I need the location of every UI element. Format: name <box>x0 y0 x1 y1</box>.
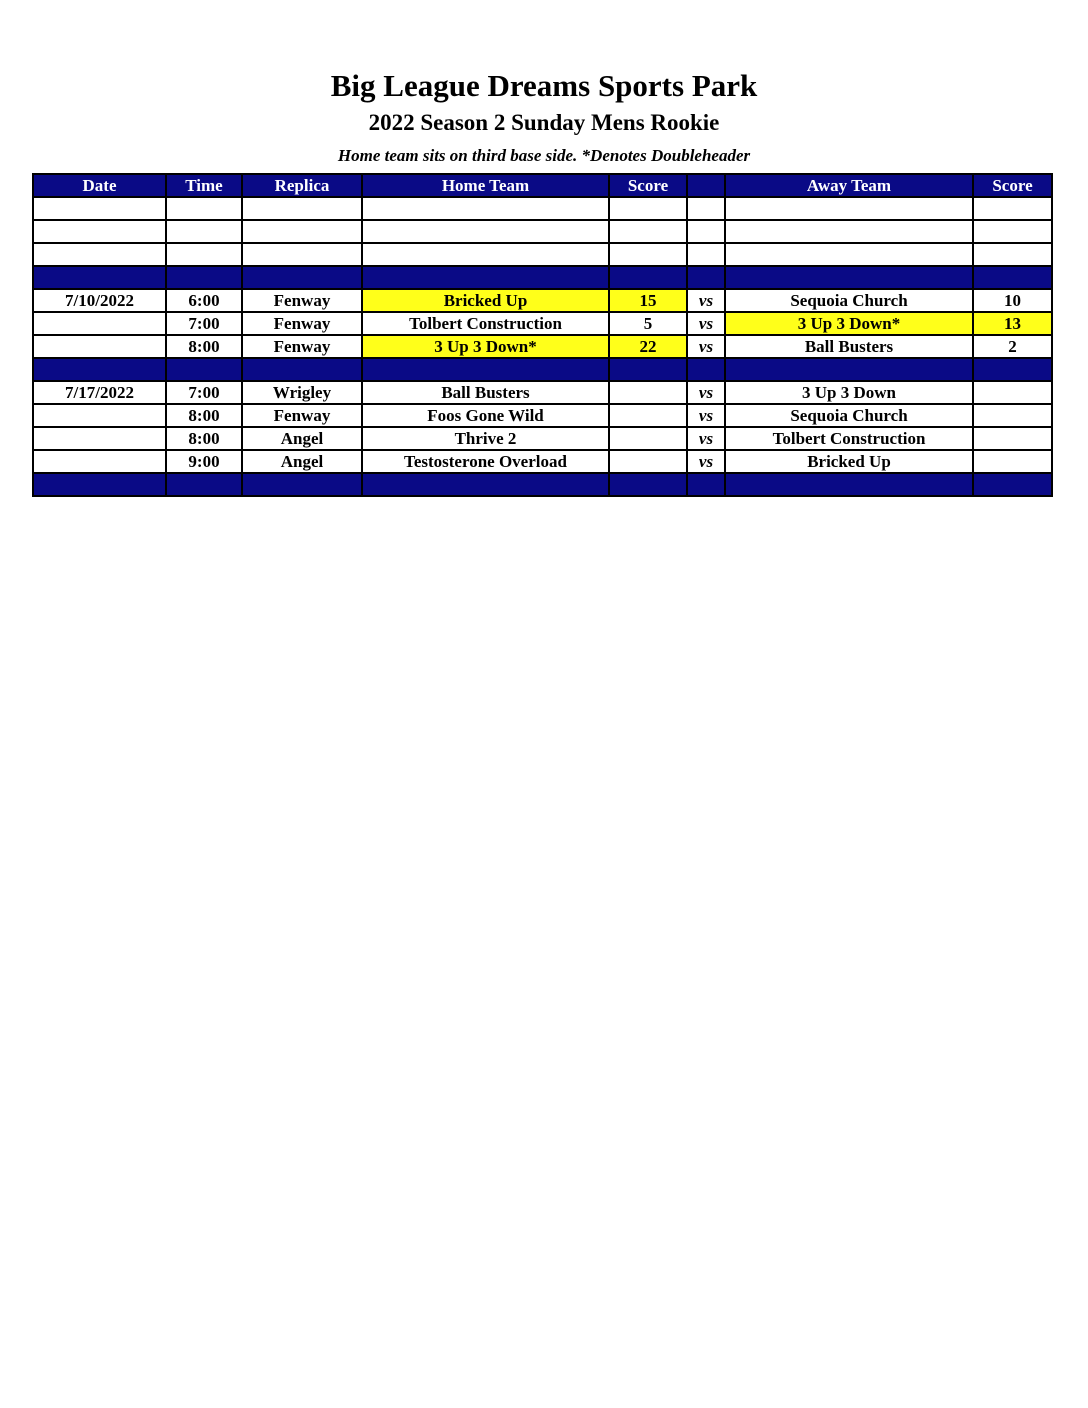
time-cell <box>166 358 242 381</box>
replica-cell <box>242 473 362 496</box>
col-header-replica: Replica <box>242 174 362 197</box>
home-score-cell: 22 <box>609 335 687 358</box>
col-header-time: Time <box>166 174 242 197</box>
away-team-cell: Ball Busters <box>725 335 973 358</box>
time-cell: 6:00 <box>166 289 242 312</box>
away-team-cell <box>725 473 973 496</box>
blank-row <box>33 220 1052 243</box>
away-team-cell: Bricked Up <box>725 450 973 473</box>
home-score-cell <box>609 358 687 381</box>
game-row <box>33 312 1052 335</box>
game-row <box>33 427 1052 450</box>
away-score-cell <box>973 381 1052 404</box>
blank-row <box>33 197 1052 220</box>
replica-cell: Angel <box>242 450 362 473</box>
home-team-cell: Testosterone Overload <box>362 450 609 473</box>
home-team-cell: Foos Gone Wild <box>362 404 609 427</box>
away-score-cell <box>973 358 1052 381</box>
away-score-cell <box>973 404 1052 427</box>
time-cell <box>166 473 242 496</box>
away-team-cell: Sequoia Church <box>725 289 973 312</box>
page-title: Big League Dreams Sports Park <box>330 68 758 103</box>
date-cell <box>33 266 166 289</box>
game-row <box>33 335 1052 358</box>
replica-cell <box>242 220 362 243</box>
away-score-cell <box>973 473 1052 496</box>
separator-row <box>33 266 1052 289</box>
col-header-date: Date <box>33 174 166 197</box>
date-cell <box>33 404 166 427</box>
away-score-cell <box>973 220 1052 243</box>
home-team-cell <box>362 197 609 220</box>
time-cell <box>166 197 242 220</box>
away-team-cell: 3 Up 3 Down* <box>725 312 973 335</box>
replica-cell <box>242 243 362 266</box>
home-score-cell <box>609 381 687 404</box>
home-score-cell <box>609 243 687 266</box>
home-team-cell: Thrive 2 <box>362 427 609 450</box>
date-cell <box>33 450 166 473</box>
away-score-cell <box>973 266 1052 289</box>
vs-cell <box>687 473 725 496</box>
replica-cell: Wrigley <box>242 381 362 404</box>
replica-cell <box>242 266 362 289</box>
col-header-away-score: Score <box>973 174 1052 197</box>
vs-cell: vs <box>687 381 725 404</box>
replica-cell: Fenway <box>242 312 362 335</box>
home-score-cell <box>609 404 687 427</box>
home-score-cell: 5 <box>609 312 687 335</box>
home-score-cell <box>609 473 687 496</box>
col-header-vs <box>687 174 725 197</box>
home-score-cell <box>609 220 687 243</box>
away-score-cell <box>973 427 1052 450</box>
game-row <box>33 450 1052 473</box>
away-score-cell <box>973 243 1052 266</box>
vs-cell: vs <box>687 312 725 335</box>
game-row <box>33 404 1052 427</box>
date-cell <box>33 197 166 220</box>
home-team-cell: Bricked Up <box>362 289 609 312</box>
vs-cell: vs <box>687 450 725 473</box>
vs-cell <box>687 266 725 289</box>
home-team-cell <box>362 220 609 243</box>
schedule-body <box>33 197 1052 496</box>
away-team-cell: 3 Up 3 Down <box>725 381 973 404</box>
away-score-cell: 2 <box>973 335 1052 358</box>
date-cell <box>33 243 166 266</box>
replica-cell: Fenway <box>242 335 362 358</box>
game-row <box>33 289 1052 312</box>
home-team-cell <box>362 266 609 289</box>
vs-cell <box>687 197 725 220</box>
time-cell: 7:00 <box>166 312 242 335</box>
vs-cell <box>687 220 725 243</box>
date-cell <box>33 335 166 358</box>
away-team-cell <box>725 266 973 289</box>
col-header-away-team: Away Team <box>725 174 973 197</box>
away-team-cell: Tolbert Construction <box>725 427 973 450</box>
time-cell: 9:00 <box>166 450 242 473</box>
col-header-home-score: Score <box>609 174 687 197</box>
replica-cell <box>242 358 362 381</box>
home-team-cell: Ball Busters <box>362 381 609 404</box>
separator-row <box>33 358 1052 381</box>
header-row <box>33 174 1052 197</box>
game-row <box>33 381 1052 404</box>
away-team-cell <box>725 220 973 243</box>
home-score-cell <box>609 450 687 473</box>
schedule-table <box>32 173 1053 497</box>
schedule-note: Home team sits on third base side. *Denotes Doubleheader <box>337 146 751 165</box>
date-cell: 7/10/2022 <box>33 289 166 312</box>
home-score-cell: 15 <box>609 289 687 312</box>
away-team-cell <box>725 358 973 381</box>
replica-cell: Fenway <box>242 404 362 427</box>
vs-cell: vs <box>687 335 725 358</box>
away-team-cell <box>725 243 973 266</box>
away-team-cell <box>725 197 973 220</box>
page-subtitle: 2022 Season 2 Sunday Mens Rookie <box>368 110 720 135</box>
date-cell <box>33 473 166 496</box>
date-cell <box>33 220 166 243</box>
home-team-cell <box>362 473 609 496</box>
date-cell <box>33 427 166 450</box>
time-cell: 8:00 <box>166 335 242 358</box>
col-header-home-team: Home Team <box>362 174 609 197</box>
replica-cell: Angel <box>242 427 362 450</box>
date-cell: 7/17/2022 <box>33 381 166 404</box>
away-score-cell: 10 <box>973 289 1052 312</box>
home-team-cell: Tolbert Construction <box>362 312 609 335</box>
home-team-cell: 3 Up 3 Down* <box>362 335 609 358</box>
time-cell <box>166 220 242 243</box>
date-cell <box>33 312 166 335</box>
away-score-cell: 13 <box>973 312 1052 335</box>
time-cell <box>166 266 242 289</box>
time-cell: 8:00 <box>166 427 242 450</box>
away-team-cell: Sequoia Church <box>725 404 973 427</box>
time-cell <box>166 243 242 266</box>
vs-cell <box>687 358 725 381</box>
home-score-cell <box>609 197 687 220</box>
vs-cell: vs <box>687 404 725 427</box>
time-cell: 7:00 <box>166 381 242 404</box>
home-score-cell <box>609 266 687 289</box>
separator-row <box>33 473 1052 496</box>
vs-cell <box>687 243 725 266</box>
vs-cell: vs <box>687 427 725 450</box>
replica-cell <box>242 197 362 220</box>
replica-cell: Fenway <box>242 289 362 312</box>
blank-row <box>33 243 1052 266</box>
vs-cell: vs <box>687 289 725 312</box>
home-team-cell <box>362 243 609 266</box>
home-team-cell <box>362 358 609 381</box>
away-score-cell <box>973 450 1052 473</box>
away-score-cell <box>973 197 1052 220</box>
date-cell <box>33 358 166 381</box>
time-cell: 8:00 <box>166 404 242 427</box>
home-score-cell <box>609 427 687 450</box>
